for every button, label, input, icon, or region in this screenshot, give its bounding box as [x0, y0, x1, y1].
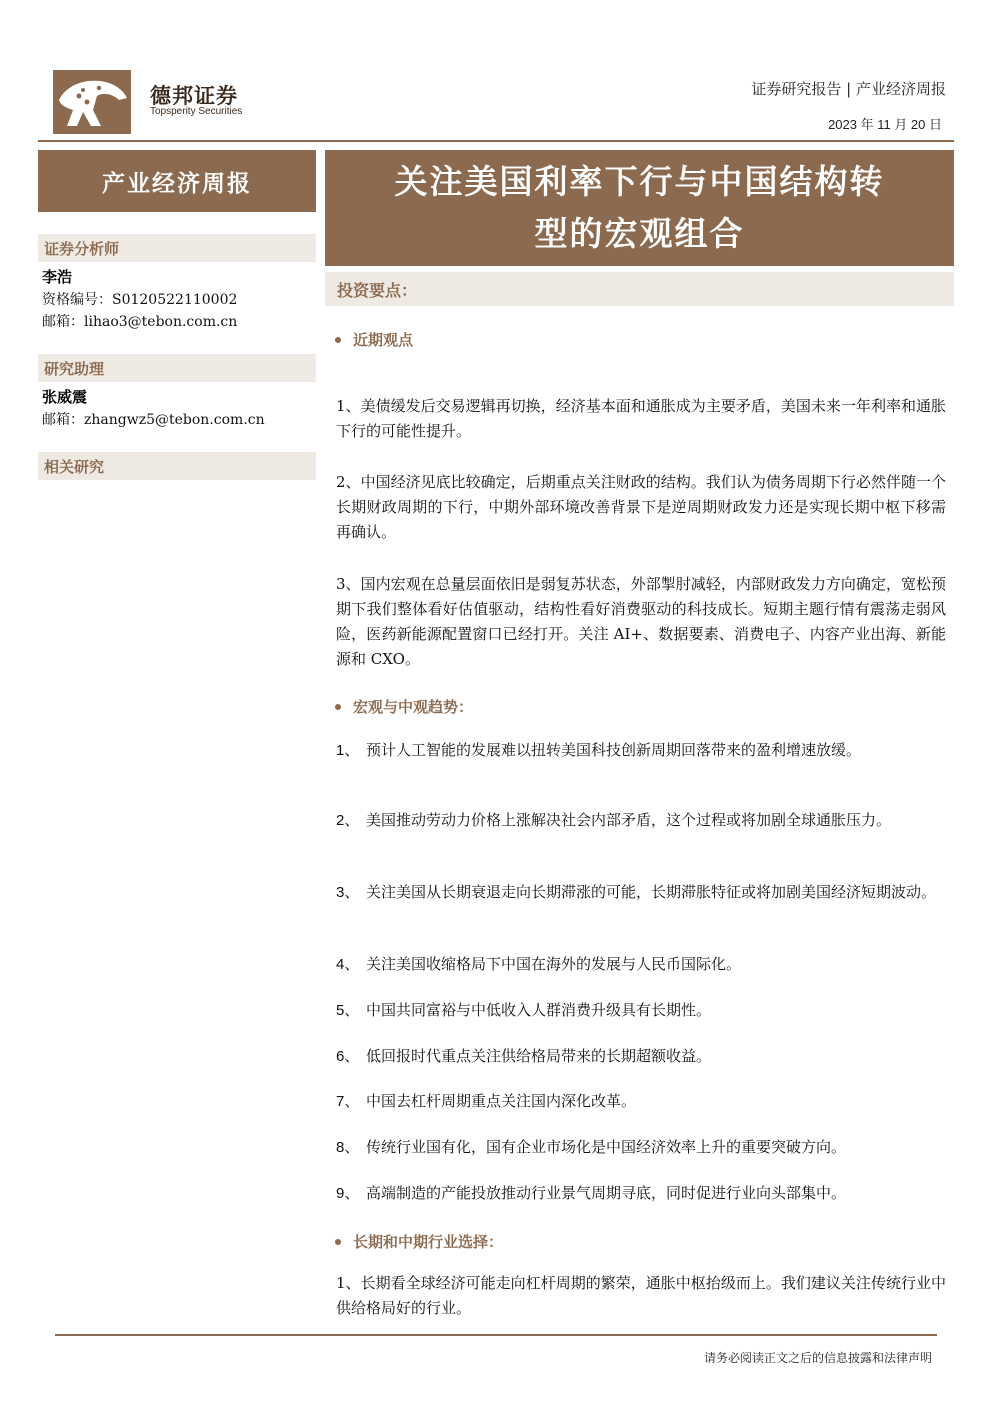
- assistant-name: 张威震: [42, 388, 88, 406]
- list-item-number: 1、: [336, 742, 360, 759]
- list-item: [336, 1135, 946, 1160]
- report-date: 2023 年 11 月 20 日: [828, 117, 942, 132]
- list-item-number: 9、: [336, 1185, 360, 1202]
- section-macro-trends: [335, 696, 473, 717]
- analyst-name: 李浩: [42, 268, 73, 286]
- report-title-line2: 型的宏观组合: [534, 214, 745, 253]
- bullet-dot-icon: [335, 1239, 341, 1245]
- leopard-logo-icon: [53, 70, 131, 134]
- paragraph: 2、中国经济见底比较确定，后期重点关注财政的结构。我们认为债务周期下行必然伴随一个长期财政周期的下行，中期外部环境改善背景下是逆周期财政发力还是实现长期中枢下移需再确认。: [336, 473, 946, 541]
- list-item: [336, 880, 946, 905]
- list-item-text: 高端制造的产能投放推动行业景气周期寻底，同时促进行业向头部集中。: [366, 1184, 847, 1202]
- report-type: 证券研究报告 | 产业经济周报: [751, 80, 946, 98]
- section-recent-views: [335, 329, 413, 350]
- list-item: [336, 1181, 946, 1206]
- brand-name-en: Topsperity Securities: [150, 106, 243, 117]
- footer-divider: [55, 1334, 937, 1336]
- list-item-text: 预计人工智能的发展难以扭转美国科技创新周期回落带来的盈利增速放缓。: [366, 741, 862, 759]
- analyst-heading: 证券分析师: [38, 234, 316, 262]
- section-industry-selection: [335, 1231, 503, 1252]
- list-item: [336, 952, 946, 977]
- header-divider: [38, 140, 954, 142]
- list-item-number: 8、: [336, 1139, 360, 1156]
- list-item: [336, 738, 946, 763]
- paragraph: 1、美债缓发后交易逻辑再切换，经济基本面和通胀成为主要矛盾，美国未来一年利率和通胀下行的可能性提升。: [336, 397, 946, 440]
- assistant-heading: 研究助理: [38, 354, 316, 382]
- list-item-number: 5、: [336, 1002, 360, 1019]
- key-points-heading: 投资要点：: [325, 272, 954, 306]
- list-item-number: 2、: [336, 812, 360, 829]
- paragraph: 1、长期看全球经济可能走向杠杆周期的繁荣，通胀中枢抬级而上。我们建议关注传统行业中供给格局好的行业。: [336, 1274, 946, 1317]
- brand-name-cn: 德邦证券: [150, 84, 238, 108]
- report-category: 产业经济周报: [38, 150, 316, 212]
- bullet-dot-icon: [335, 337, 341, 343]
- list-item-text: 中国去杠杆周期重点关注国内深化改革。: [366, 1092, 637, 1110]
- list-item-number: 4、: [336, 956, 360, 973]
- list-item-text: 传统行业国有化，国有企业市场化是中国经济效率上升的重要突破方向。: [366, 1138, 847, 1156]
- list-item-number: 7、: [336, 1093, 360, 1110]
- list-item-text: 低回报时代重点关注供给格局带来的长期超额收益。: [366, 1047, 712, 1065]
- list-item: [336, 808, 946, 833]
- section-heading: 长期和中期行业选择：: [353, 1233, 504, 1251]
- footer-disclaimer: 请务必阅读正文之后的信息披露和法律声明: [703, 1351, 932, 1365]
- related-research-heading: 相关研究: [38, 452, 316, 480]
- list-item-text: 关注美国从长期衰退走向长期滞涨的可能，长期滞胀特征或将加剧美国经济短期波动。: [366, 883, 937, 901]
- list-item-number: 3、: [336, 884, 360, 901]
- paragraph: 3、国内宏观在总量层面依旧是弱复苏状态，外部掣肘减轻，内部财政发力方向确定，宽松预期下我们整体看好估值驱动，结构性看好消费驱动的科技成长。短期主题行情有震荡走弱风险，医药新能源配置窗口已经打开。关注 AI+、数据要素、消费电子、内容产业出海、新能源和 CXO。: [336, 575, 946, 668]
- bullet-dot-icon: [335, 704, 341, 710]
- assistant-email[interactable]: 邮箱：zhangwz5@tebon.com.cn: [42, 412, 265, 428]
- analyst-cert: 资格编号：S0120522110002: [42, 292, 238, 308]
- list-item-text: 关注美国收缩格局下中国在海外的发展与人民币国际化。: [366, 955, 742, 973]
- analyst-email[interactable]: 邮箱：lihao3@tebon.com.cn: [42, 314, 238, 330]
- section-heading: 宏观与中观趋势：: [353, 698, 474, 716]
- list-item-text: 中国共同富裕与中低收入人群消费升级具有长期性。: [366, 1001, 712, 1019]
- report-title-line1: 关注美国利率下行与中国结构转: [394, 162, 885, 201]
- report-title: [325, 150, 954, 266]
- list-item-text: 美国推动劳动力价格上涨解决社会内部矛盾，这个过程或将加剧全球通胀压力。: [366, 811, 892, 829]
- list-item: [336, 1044, 946, 1069]
- list-item-number: 6、: [336, 1048, 360, 1065]
- list-item: [336, 1089, 946, 1114]
- list-item: [336, 998, 946, 1023]
- section-heading: 近期观点: [353, 331, 414, 349]
